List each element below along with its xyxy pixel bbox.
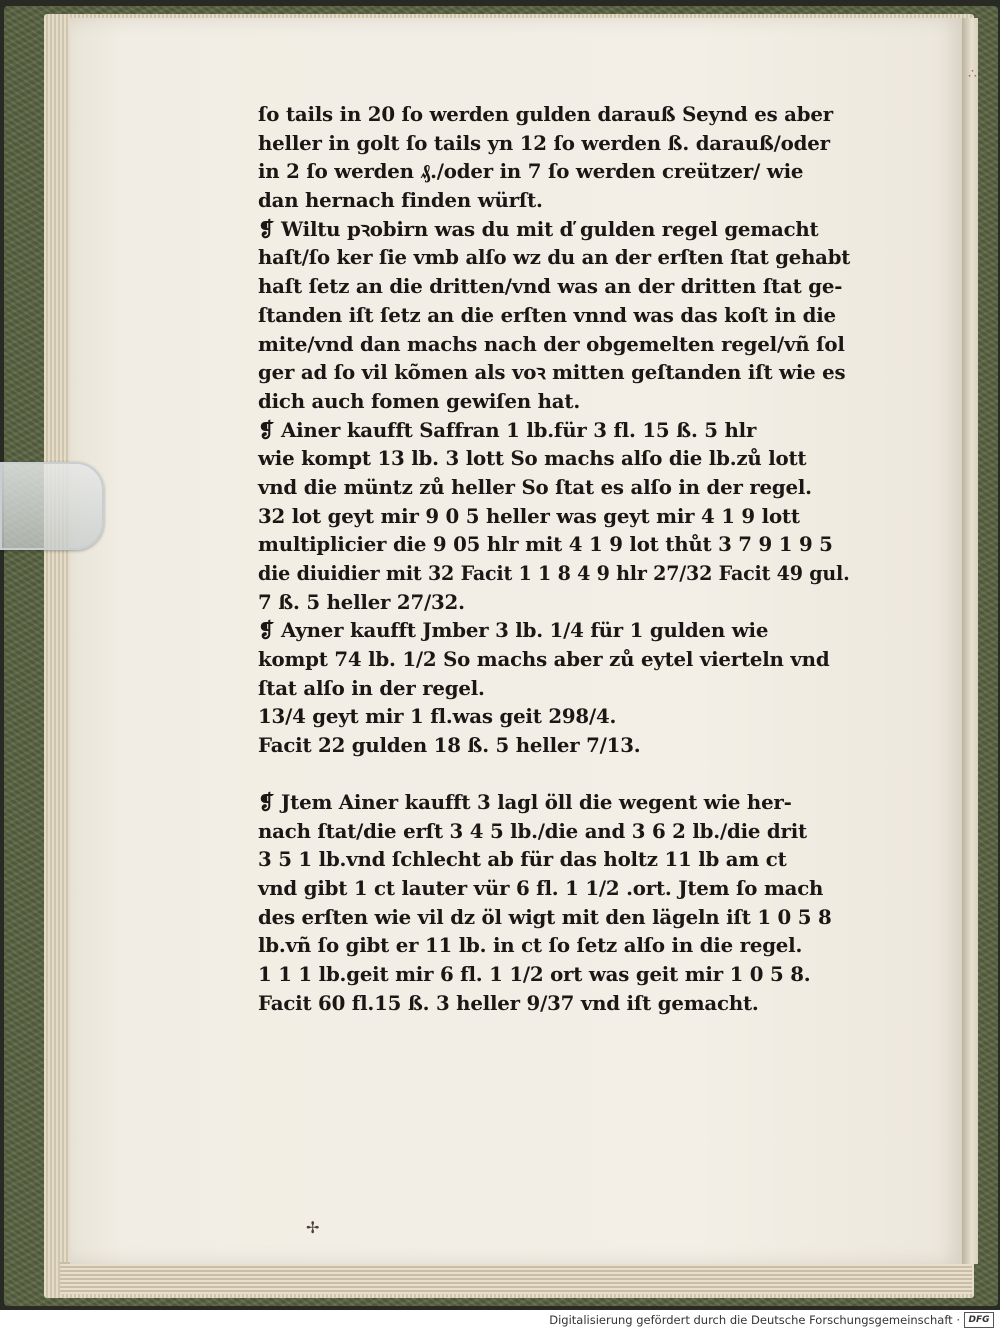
pencil-mark: ∴ bbox=[968, 66, 977, 82]
text-line: haſt ſetz an die dritten/vnd was an der dritten ſtat ge- bbox=[258, 274, 843, 299]
text-line: ❡ Jtem Ainer kaufft 3 lagl öll die wegent wie her- bbox=[258, 789, 792, 814]
text-line: 3 5 1 lb.vnd ſchlecht ab für das holtz 11 lb am ct bbox=[258, 847, 787, 872]
text-line: lb.vñ ſo gibt er 11 lb. in ct ſo ſetz alſo in die regel. bbox=[258, 933, 803, 958]
text-line: vnd die müntz zů heller So ſtat es alſo in der regel. bbox=[258, 474, 812, 499]
text-section-2 bbox=[258, 788, 858, 1018]
text-line: kompt 74 lb. 1/2 So machs aber zů eytel vierteln vnd bbox=[258, 647, 830, 672]
text-line: dan hernach finden würſt. bbox=[258, 188, 543, 213]
text-line: Facit 22 gulden 18 ß. 5 heller 7/13. bbox=[258, 733, 641, 758]
bookmark-clip bbox=[0, 462, 104, 550]
text-line: des erſten wie vil dz öl wigt mit den lägeln iſt 1 0 5 8 bbox=[258, 904, 832, 929]
dfg-logo: DFG bbox=[964, 1312, 994, 1328]
text-line: nach ſtat/die erſt 3 4 5 lb./die and 3 6 2 lb./die drit bbox=[258, 818, 807, 843]
text-line: 7 ß. 5 heller 27/32. bbox=[258, 589, 465, 614]
text-line: ſo tails in 20 ſo werden gulden darauß Seynd es aber bbox=[258, 102, 833, 126]
text-line: vnd gibt 1 ct lauter vür 6 fl. 1 1/2 .ort. Jtem ſo mach bbox=[258, 875, 824, 900]
text-line: ſtanden iſt ſetz an die erſten vnnd was das koſt in die bbox=[258, 302, 836, 327]
text-line: ❡ Ayner kaufft Jmber 3 lb. 1/4 für 1 gulden wie bbox=[258, 618, 769, 643]
footer-bar bbox=[0, 1310, 1000, 1331]
ink-smudge: ✢ bbox=[306, 1218, 320, 1237]
text-line: 13/4 geyt mir 1 fl.was geit 298/4. bbox=[258, 704, 617, 729]
text-line: in 2 ſo werden ₰./oder in 7 ſo werden creützer/ wie bbox=[258, 159, 804, 184]
text-line: ger ad ſo vil kõmen als voꝛ mitten geſtanden iſt wie es bbox=[258, 360, 846, 385]
text-line: mite/vnd dan machs nach der obgemelten regel/vñ ſol bbox=[258, 331, 845, 356]
text-line: haſt/ſo ker ſie vmb alſo wz du an der erſten ſtat gehabt bbox=[258, 245, 851, 270]
funding-notice: Digitalisierung gefördert durch die Deutsche Forschungsgemeinschaft · bbox=[549, 1313, 960, 1327]
page-edges-bottom bbox=[60, 1262, 972, 1294]
text-line: dich auch fomen gewiſen hat. bbox=[258, 388, 581, 413]
text-line: Facit 60 fl.15 ß. 3 heller 9/37 vnd iſt gemacht. bbox=[258, 990, 759, 1015]
text-line: ſtat alſo in der regel. bbox=[258, 675, 485, 700]
text-line: wie kompt 13 lb. 3 lott So machs alſo die lb.zů lott bbox=[258, 446, 807, 471]
text-line: ❡ Ainer kaufft Saffran 1 lb.für 3 fl. 15 ß. 5 hlr bbox=[258, 417, 757, 442]
text-line: 32 lot geyt mir 9 0 5 heller was geyt mir 4 1 9 lott bbox=[258, 503, 800, 528]
printed-text-block bbox=[258, 100, 858, 1017]
text-line: multiplicier die 9 05 hlr mit 4 1 9 lot thůt 3 7 9 1 9 5 bbox=[258, 532, 833, 557]
paragraph-gap bbox=[258, 760, 858, 788]
text-line: die diuidier mit 32 Facit 1 1 8 4 9 hlr 27/32 Facit 49 gul. bbox=[258, 561, 850, 585]
text-line: 1 1 1 lb.geit mir 6 fl. 1 1/2 ort was geit mir 1 0 5 8. bbox=[258, 961, 811, 986]
text-line: ❡ Wiltu pꝛobirn was du mit ď gulden regel gemacht bbox=[258, 216, 819, 241]
page-gutter bbox=[962, 18, 978, 1264]
text-section-1 bbox=[258, 100, 858, 760]
text-line: heller in golt ſo tails yn 12 ſo werden ß. darauß/oder bbox=[258, 130, 830, 155]
